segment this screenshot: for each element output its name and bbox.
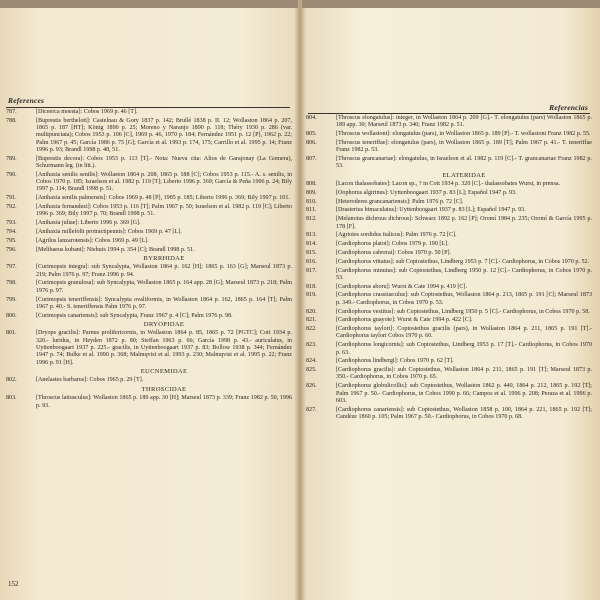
- entry-text: [Buprestis decora]: Cobos 1953 p. 113 [T].- Nota: Nueva cita: Altos de Garajonay (La Gomera), Schurmann leg. (in litt.).: [36, 155, 292, 170]
- reference-entry: [6, 156, 292, 171]
- right-header-rule: [308, 113, 590, 114]
- reference-entry: [6, 229, 292, 236]
- entry-number: 789.: [6, 155, 17, 162]
- entry-number: 815.: [306, 249, 317, 256]
- entry-text: [Anelastes barbarus]: Cobos 1965 p. 29 [T].: [36, 377, 144, 384]
- reference-entry: [306, 326, 592, 341]
- entry-number: 794.: [6, 228, 17, 235]
- entry-number: 810.: [306, 198, 317, 205]
- entry-number: 814.: [306, 241, 317, 248]
- entry-text: [Anthaxia juliae]: Liberto 1996 p. 369 [G].: [36, 220, 141, 227]
- entry-text: [Cardiophorus cabrerai]: Cobos 1970 p. 50 [P].: [336, 249, 452, 256]
- entry-text: [Cardiophorus taylori]: Coptostethus gracilis (pars), in Wollaston 1864 p. 211, 1865 p. 191 [T].- Cardiophorus taylori Cobos 1970 p. 60.: [336, 326, 592, 340]
- entry-number: 792.: [6, 204, 17, 211]
- entry-text: [Heteroderes grancanariensis]: Palm 1976 p. 72 [C].: [336, 198, 464, 205]
- entry-text: [Curimopsis integra]: sub Syncalypta, Wollaston 1864 p. 162 [H]; 1865 p. 163 [G]; Marseul 1873 p. 219; Palm 1976 p. 97; Franz 1996 p. 94.: [36, 264, 292, 278]
- entry-text: [Cardiophorus guayote]: Wurst & Cate 1994 p. 422 [C].: [336, 317, 473, 324]
- family-heading: DRYOPIDAE: [143, 320, 185, 328]
- entry-number: 787.: [6, 109, 17, 115]
- family-heading: THROSCIDAE: [141, 385, 187, 393]
- reference-entry: [306, 199, 592, 206]
- left-header-rule: [6, 107, 290, 108]
- entry-number: 811.: [306, 207, 317, 214]
- entry-text: [Anthaxia senilis palmensis]: Cobos 1969 p. 48 [P], 1985 p. 185; Liberto 1996 p. 369; Bily 1997 p. 101.: [36, 195, 290, 202]
- reference-entry: [6, 238, 292, 245]
- entry-number: 808.: [306, 181, 317, 188]
- entry-number: 813.: [306, 232, 317, 239]
- entry-text: [Cardiophorus minutus]: sub Coptostethus, Lindberg 1950 p. 12 [C].- Cardiophorus, in Cobos 1970 p. 53.: [336, 267, 592, 281]
- reference-entry: [6, 330, 292, 366]
- entry-number: 823.: [306, 342, 317, 349]
- reference-entry: [306, 156, 592, 171]
- top-shadow: [0, 0, 298, 8]
- entry-number: 822.: [306, 326, 317, 333]
- reference-entry: [6, 195, 292, 202]
- right-running-header: Referencias: [549, 103, 588, 112]
- entry-text: [Cardiophorus lindbergi]: Cobos 1970 p. 62 [T].: [336, 358, 454, 365]
- entry-text: [Curimopsis granulosa]: sub Syncalypta, Wollaston 1865 p. 164 app. 28 [G]; Marseul 1873 p. 218; Palm 1976 p. 97.: [36, 280, 292, 294]
- entry-text: [Cardiophorus globulicollis]: sub Coptostethus, Wollaston 1862 p. 440, 1864 p. 212, 1865 p. 192 [T]; Palm 1967 p. 50.- Cardiophorus, in Cobos 1990 p. 66; Campos et al. 1996 p. 208; Peraza et al. 1996 p. 603.: [336, 383, 592, 404]
- entry-number: 802.: [6, 377, 17, 384]
- entry-text: [Cardiophorus crassiusculus]: sub Coptostethus, Wollaston 1864 p. 213, 1865 p. 191 [C]; Marseul 1873 p. 349.- Cardiophorus, in Cobos 1970 p. 53.: [336, 292, 592, 306]
- entry-number: 805.: [306, 131, 317, 138]
- reference-entry: [6, 204, 292, 219]
- entry-number: 818.: [306, 283, 317, 290]
- reference-entry: [6, 297, 292, 312]
- reference-entry: [306, 232, 592, 239]
- reference-entry: [306, 250, 592, 257]
- reference-entry: [6, 247, 292, 254]
- entry-text: [Anthaxia millefolii protractipennis]: Cobos 1969 p. 47 [L].: [36, 228, 182, 235]
- entry-text: [Cardiophorus canariensis]: sub Coptostethus, Wollaston 1858 p. 100, 1864 p. 221, 1865 p. 192 [T]; Candèze 1860 p. 105; Palm 1967 p. 50.- Cardiophorus, in Cobos 1970 p. 68.: [336, 406, 592, 420]
- entry-number: 821.: [306, 317, 317, 324]
- entry-number: 796.: [6, 246, 17, 253]
- reference-entry: [306, 181, 592, 188]
- entry-text: [Cardiophorus platoi]: Cobos 1979 p. 190 [L].: [336, 241, 449, 248]
- entry-text: [Throscus teneriffae]: elongatulus (pars), in Wollaston 1865 p. 189 [T]; Palm 1967 p. 41.- T. teneriffae Franz 1982 p. 53.: [336, 139, 592, 154]
- reference-entry: [306, 115, 592, 130]
- entry-text: [Agriotes sordidus italicus]: Palm 1976 p. 72 [C].: [336, 232, 457, 239]
- reference-entry: [6, 172, 292, 194]
- reference-entry: [306, 407, 592, 422]
- entry-number: 797.: [6, 264, 17, 271]
- entry-number: 827.: [306, 406, 317, 413]
- entry-number: 819.: [306, 292, 317, 299]
- reference-entry: [6, 280, 292, 295]
- left-reference-list: [6, 109, 292, 410]
- entry-text: [Melanotus dichrous dichrous]: Schwarz 1892 p. 162 [P]; Oromí 1984 p. 235; Oromí & García 1995 p. 178 [F].: [336, 216, 592, 230]
- entry-text: [Anthaxia senilis senilis]: Wollaston 1864 p. 208, 1865 p. 188 [C]; Cobos 1953 p. 115.- A. s. senilis, in Cobos 1970 p. 185; Israelson et al. 1982 p. 119 [T]; Liberto 1996 p. 369; García & Peña 1996 p. 24; Bily 1997 p. 114; Brandl 1998 p. 51.: [36, 171, 293, 193]
- family-heading: EUCNEMIDAE: [140, 367, 188, 375]
- entry-text: [Melibaeus kubani]: Niehuis 1994 p. 354 [C]; Brandl 1998 p. 51.: [36, 246, 195, 253]
- entry-number: 791.: [6, 195, 17, 202]
- entry-number: 817.: [306, 267, 317, 274]
- reference-entry: [306, 383, 592, 405]
- entry-number: 816.: [306, 258, 317, 265]
- entry-text: [Anthaxia fernandezi]: Cobos 1953 p. 116 [T]; Palm 1967 p. 50; Israelson et al. 1982 p. 119 [C]; Liberto 1996 p. 369; Bily 1997 p. 70; Brandl 1998 p. 51.: [36, 204, 292, 218]
- left-page: [0, 0, 298, 600]
- entry-text: [Cardiophorus aboru]: Wurst & Cate 1994 p. 419 [C].: [336, 283, 467, 290]
- entry-number: 804.: [306, 115, 317, 121]
- reference-entry: [6, 377, 292, 384]
- entry-text: [Agrilus lanzarotensis]: Cobos 1969 p. 49 [L].: [36, 237, 149, 244]
- reference-entry: [6, 220, 292, 227]
- reference-entry: [306, 241, 592, 248]
- reference-entry: [306, 207, 592, 214]
- entry-number: 798.: [6, 280, 17, 287]
- entry-text: [Throscus elongatulus]: integer, in Wollaston 1864 p. 209 [G].- T. elongatulus (pars) Wollaston 1865 p. 189 app. 30; Marseul 1873 p. 340; Franz 1982 p. 51.: [336, 115, 592, 129]
- entry-text: [Buprestis bertheloti]: Castelnau & Gory 1837 p. 142; Brullé 1838 p. II. 12; Wollaston 1864 p. 207, 1865 p. 187 [HT]; König 1890 p. 25; Moreno y Naranjo 1890 p. 118; Théry 1930 p. 286 (var. multipunctata); Cobos 1953 p. 106 [C], 1969 p. 46, 1970 p. 184; Fernández 1951 p. 12 [P], 1962 p. 22; Palm 1967 p. 45; García 1986 p. 75 [G]; García et al. 1993 p. 174, 175; Carrillo et al. 1995 p. 14; Franz 1996 p. 93; Brandl 1998 p. 48, 51.: [36, 117, 292, 153]
- entry-text: [Lacon thalassobates]: Lacon sp., ? in Cott 1934 p. 320 [C].- thalassobates Wurst, in prensa.: [336, 181, 561, 188]
- top-shadow: [302, 0, 600, 8]
- entry-text: [Cardiophorus gracilis]: sub Coptostethus, Wollaston 1864 p. 211, 1865 p. 191 [T]; Marseul 1873 p. 350.- Cardiophorus, in Cobos 1970 p. 65.: [336, 367, 592, 381]
- reference-entry: [306, 342, 592, 357]
- entry-text: [Cardiophorus vittatus]: sub Coptostethus, Lindberg 1953 p. 7 [C].- Cardiophorus, in Cobos 1970 p. 52.: [336, 258, 590, 265]
- right-reference-list: [306, 115, 592, 421]
- entry-number: 800.: [6, 312, 17, 319]
- reference-entry: [6, 313, 292, 320]
- entry-number: 803.: [6, 395, 17, 402]
- entry-number: 790.: [6, 171, 17, 178]
- entry-text: [Diceerca moesta]: Cobos 1969 p. 46 [T].: [36, 109, 138, 115]
- entry-text: [Throscus grancanariae]: elongatulus, in Israelson et al. 1982 p. 119 [C].- T. grancanariae Franz 1982 p. 53.: [336, 155, 592, 170]
- reference-entry: [306, 190, 592, 197]
- reference-entry: [306, 284, 592, 291]
- entry-text: [Cardiophorus longicornis]: sub Coptostethus, Lindberg 1953 p. 17 [T].- Cardiophorus, in Cobos 1970 p. 63.: [336, 342, 592, 356]
- reference-entry: [306, 309, 592, 316]
- entry-text: [Cardiophorus vestitus]: sub Coptostethus, Lindberg 1950 p. 5 [C].- Cardiophorus, in Cobos 1970 p. 58.: [336, 308, 590, 315]
- entry-text: [Drasterius bimaculatus]: Uyttenboogaart 1937 p. 83 [L]; Español 1947 p. 93.: [336, 207, 526, 214]
- entry-text: [Throscus wollastoni]: elongatulus (pars), in Wollaston 1865 p. 189 [P].- T. wollastoni Franz 1982 p. 55.: [336, 131, 591, 138]
- reference-entry: [6, 118, 292, 154]
- entry-number: 806.: [306, 139, 317, 146]
- entry-number: 809.: [306, 189, 317, 196]
- entry-text: [Curimopsis canariensis]: sub Syncalypta, Franz 1967 p. 4 [C]; Palm 1976 p. 98.: [36, 312, 233, 319]
- entry-number: 788.: [6, 117, 17, 124]
- reference-entry: [306, 317, 592, 324]
- entry-number: 826.: [306, 383, 317, 390]
- reference-entry: [306, 367, 592, 382]
- entry-number: 812.: [306, 216, 317, 223]
- reference-entry: [306, 268, 592, 283]
- entry-text: [Oophorus algirinus]: Uyttenboogaart 1937 p. 83 [L]; Español 1947 p. 93.: [336, 189, 517, 196]
- entry-number: 825.: [306, 367, 317, 374]
- reference-entry: [306, 216, 592, 231]
- reference-entry: [306, 131, 592, 138]
- entry-number: 795.: [6, 237, 17, 244]
- reference-entry: [306, 292, 592, 307]
- entry-number: 824.: [306, 358, 317, 365]
- reference-entry: [306, 140, 592, 155]
- reference-entry: [6, 264, 292, 279]
- family-heading: BYRRHIDAE: [143, 254, 185, 262]
- entry-number: 793.: [6, 220, 17, 227]
- entry-text: [Curimopsis teneriffensis]: Syncalypta ovaliformis, in Wollaston 1864 p. 162, 1865 p. 164 [T]; Palm 1967 p. 40.- S. teneriffensis Palm 1976 p. 97.: [36, 296, 292, 310]
- entry-number: 820.: [306, 308, 317, 315]
- entry-number: 799.: [6, 296, 17, 303]
- entry-number: 807.: [306, 155, 317, 162]
- reference-entry: [6, 395, 292, 410]
- reference-entry: [6, 109, 292, 116]
- right-page: [302, 0, 600, 600]
- page-number: 152: [8, 580, 19, 588]
- reference-entry: [306, 259, 592, 266]
- entry-text: [Dryops gracilis]: Parnus prolifericornis, in Wollaston 1864 p. 85, 1865 p. 72 [PGTC]; Cott 1934 p. 320.- luridus, in Heyden 1872 p. 80; Steffan 1963 p. 66; García 1998 p. 43.- auriculatus, in Uyttenboogaart 1937 p. 225.- gracilis, in Uyttenboogaart 1937 p. 83; Bollow 1938 p. 344; Fernández 1947 p. 74; Bulke et al. 1990 p. 368; Malmqvist et al. 1993 p. 230; Malmqvist et al. 1995 p. 22; Franz 1996 p. 91 [H].: [36, 330, 292, 366]
- left-running-header: References: [8, 96, 45, 105]
- entry-number: 801.: [6, 330, 17, 337]
- reference-entry: [306, 358, 592, 365]
- entry-text: [Throscus latiusculus]: Wollaston 1865 p. 189 app. 30 [H]; Marseul 1873 p. 339; Franz 1982 p. 50, 1996 p. 93.: [36, 395, 292, 409]
- family-heading: ELATERIDAE: [442, 171, 486, 179]
